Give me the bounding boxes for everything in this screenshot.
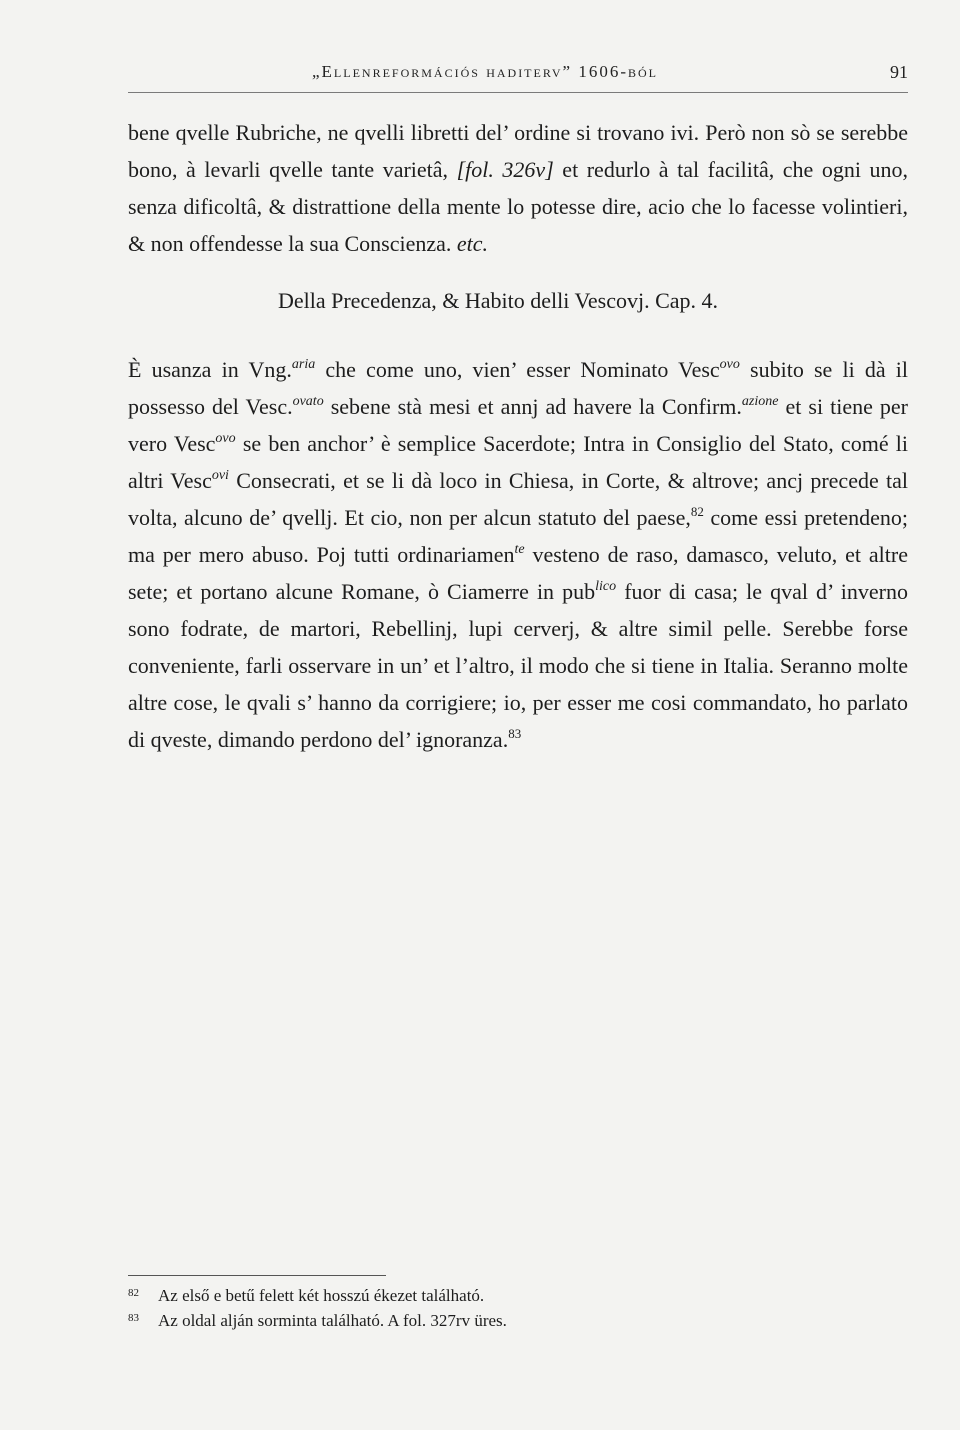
- folio-marker: [fol. 326v]: [456, 157, 554, 182]
- paragraph-1: [128, 114, 908, 262]
- text-run: sebene stà mesi et annj ad havere la Confirm.: [323, 394, 742, 419]
- footnote-text: Az első e betű felett két hosszú ékezet található.: [158, 1286, 485, 1305]
- text-run: se ben anchor’ è semplice Sacerdote; Intra in Consiglio del Stato, comé li altri Vesc: [128, 431, 908, 493]
- main-text: [128, 114, 908, 758]
- page-number: 91: [890, 62, 908, 82]
- text-run: che come uno, vien’ esser Nominato Vesc: [315, 357, 720, 382]
- running-header: [128, 60, 908, 93]
- text-run: fuor di casa; le qval d’ inverno sono fodrate, de martori, Rebellinj, lupi cerverj, & altre simil pelle. Serebbe forse conveniente, farli osservare in un’ et l’altro, il modo che si tiene in Italia. Seranno molte altre cose, le qvali s’ hanno da corrigiere; io, per esser me cosi commandato, ho parlato di qveste, dimando perdono del’ ignoranza.: [128, 579, 908, 752]
- superscript-expansion: azione: [741, 394, 779, 409]
- footnote-ref: 82: [690, 504, 704, 519]
- footnotes: [128, 1283, 908, 1333]
- footnote-number: 82: [128, 1287, 139, 1299]
- text-run: et si tiene per vero Vesc: [128, 394, 908, 456]
- text-run: vesteno de raso, damasco, veluto, et altre sete; et portano alcune Romane, ò Ciamerre in pub: [128, 542, 908, 604]
- paragraph-2: [128, 351, 908, 758]
- superscript-expansion: aria: [291, 357, 316, 372]
- text-run: Consecrati, et se li dà loco in Chiesa, in Corte, & altrove; ancj precede tal volta, alcuno de’ qvellj. Et cio, non per alcun statuto del paese,: [128, 468, 908, 530]
- text-run: subito se li dà il possesso del Vesc.: [128, 357, 908, 419]
- text-run: bene qvelle Rubriche, ne qvelli libretti del’ ordine si trovano ivi. Però non sò se serebbe bono, à levarli qvelle tante varietâ,: [128, 120, 908, 182]
- superscript-expansion: lico: [595, 579, 617, 594]
- superscript-expansion: ovo: [215, 431, 236, 446]
- superscript-expansion: ovi: [211, 468, 229, 483]
- superscript-expansion: te: [514, 542, 525, 557]
- footnote-number: 83: [128, 1312, 139, 1324]
- superscript-expansion: ovato: [292, 394, 324, 409]
- footnote-ref: 83: [508, 726, 522, 741]
- text-run: et redurlo à tal facilitâ, che ogni uno, senza dificoltâ, & distrattione della mente lo potesse dire, acio che lo facesse volintieri, & non offendesse la sua Conscienza.: [128, 157, 909, 256]
- footnote-83: [128, 1308, 908, 1333]
- running-title: „Ellenreformációs haditerv” 1606-ból: [312, 62, 659, 81]
- chapter-heading: Della Precedenza, & Habito delli Vescovj. Cap. 4.: [277, 288, 719, 313]
- superscript-expansion: ovo: [719, 357, 740, 372]
- footnote-text: Az oldal alján sorminta található. A fol. 327rv üres.: [158, 1311, 507, 1330]
- text-run: È usanza in Vng.: [128, 357, 292, 382]
- footnote-82: [128, 1283, 908, 1308]
- text-run: come essi pretendeno; ma per mero abuso. Poj tutti ordinariamen: [128, 505, 908, 567]
- footnote-separator: [128, 1275, 386, 1276]
- etc-abbrev: etc.: [456, 231, 489, 256]
